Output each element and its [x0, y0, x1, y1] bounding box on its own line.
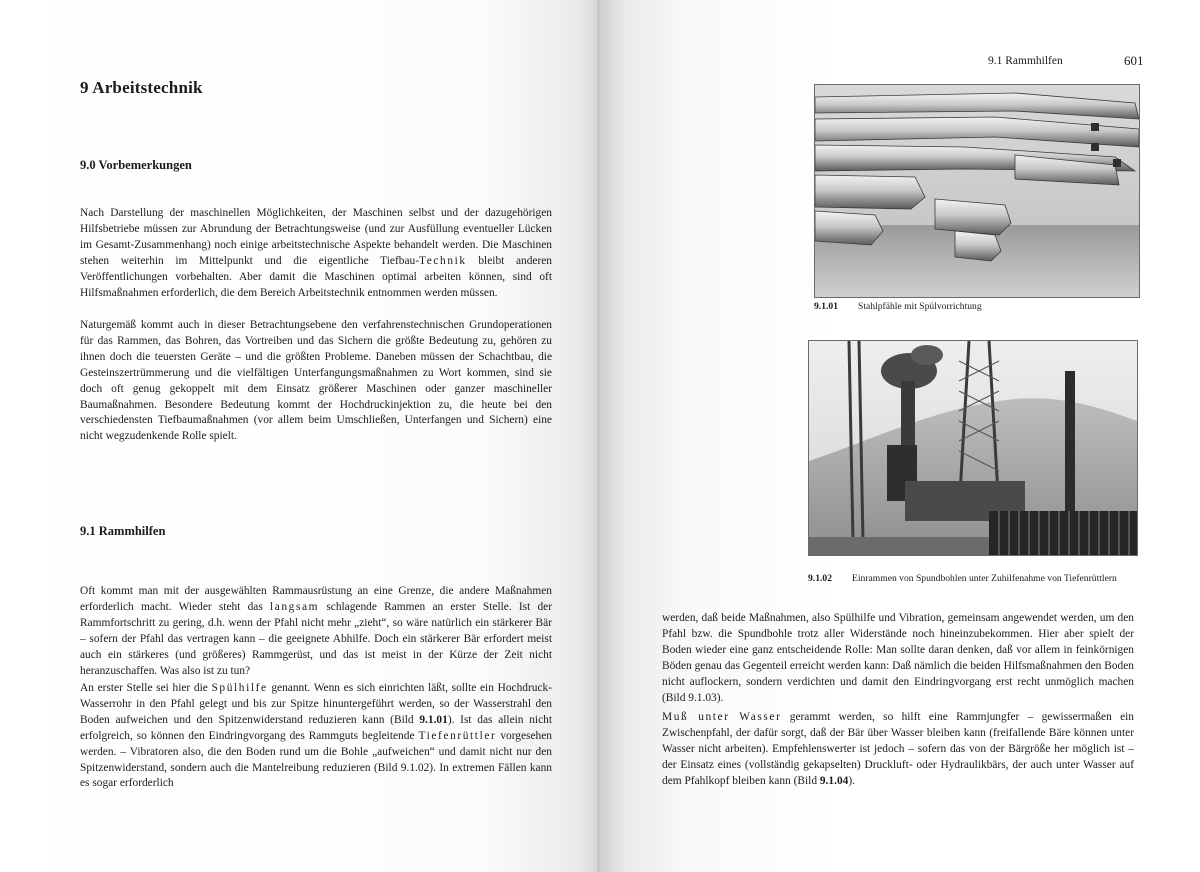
- figure-ref-9-1-01: 9.1.01: [419, 713, 448, 726]
- steel-piles-image: [815, 85, 1139, 297]
- paragraph-spuelhilfe: [80, 681, 552, 792]
- p6-text-c: ).: [848, 774, 855, 787]
- running-head: 9.1 Rammhilfen: [988, 55, 1063, 67]
- paragraph-unter-wasser: [662, 710, 1134, 790]
- paragraph-intro-text: Nach Darstellung der maschinellen Möglichkeiten, der Maschinen selbst und der dazugehörigen Hilfsbetriebe müssen zur Abrundung der Betrachtungsweise (und zur Ausfüllung eventueller Lücken im Gesamt-Zusammenhang) noch einige arbeitstechnische Aspekte behandelt werden. Die Maschinen stehen weiterhin im Mittelpunkt und die eigentliche: [80, 207, 552, 267]
- figure-caption-9-1-02: [808, 572, 1128, 585]
- sheet-pile-driving-image: [809, 341, 1137, 555]
- emphasis-technik: Technik: [418, 254, 467, 267]
- emphasis-unter-wasser: Muß unter Wasser: [662, 711, 782, 723]
- figure-number-9-1-02: 9.1.02: [808, 573, 832, 584]
- p4-text-f: vorgesehen werden. – Vibratoren also, die den Boden rund um die Bohle „aufweichen“ und damit nicht nur den Spitzenwiderstand, sondern auch die Mantelreibung reduzieren (Bild 9.1.02). In extremen Fällen kann es sogar erforderlich: [80, 729, 552, 790]
- chapter-title: 9 Arbeitstechnik: [80, 78, 203, 97]
- figure-ref-9-1-04: 9.1.04: [819, 774, 849, 787]
- photo-steel-piles: [814, 84, 1140, 298]
- p4-text-a: An erster Stelle sei hier die: [80, 682, 212, 694]
- emphasis-tiefenruettler: Tiefenrüttler: [418, 729, 497, 742]
- emphasis-spuelhilfe: Spülhilfe: [211, 682, 268, 694]
- page-number: 601: [1124, 53, 1144, 68]
- figure-caption-text-9-1-01: Stahlpfähle mit Spülvorrichtung: [858, 301, 982, 312]
- photo-sheet-pile-driving: [808, 340, 1138, 556]
- paragraph-intro: [80, 206, 552, 301]
- p6-text-b: gerammt werden, so hilft eine Rammjungfer – gewissermaßen ein Zwischenpfahl, der dafür sorgt, daß der Bär über Wasser bleiben kann (freifallende Bäre können unter Wasser nicht arbeiten). Empfehlenswerter ist jedoch – sofern das von der Bärgröße her möglich ist – der Einsatz eines (vollständig gekapselten) Druckluft- oder Hydraulikbärs, der auch unter Wasser auf dem Pfahlkopf bleiben kann (Bild: [662, 711, 1134, 787]
- right-page: [600, 0, 1200, 872]
- p3-text-a: Oft kommt man mit der ausgewählten Rammausrüstung an eine Grenze, die andere Maßnahmen erforderlich macht. Wieder steht das: [80, 585, 552, 613]
- figure-caption-text-9-1-02: Einrammen von Spundbohlen unter Zuhilfenahme von Tiefenrüttlern: [852, 573, 1117, 584]
- section-title-9-0: 9.0 Vorbemerkungen: [80, 158, 192, 172]
- p3-text-c: schlagende Rammen an erster Stelle. Ist der Rammfortschritt zu gering, d.h. wenn der Pfahl nicht mehr „zieht“, so wäre natürlich ein stärkerer Bär – sofern der Pfahl das vertragen kann – die geeignete Abhilfe. Doch ein stärkerer Bär erfordert meist auch ein stärkeres (und größeres) Rammgerüst, und das ist meist in der Kürze der Zeit nicht heranzuschaffen. Was also ist zu tun?: [80, 600, 552, 677]
- figure-number-9-1-01: 9.1.01: [814, 301, 838, 312]
- p4-text-c: genannt. Wenn es sich einrichten läßt, sollte ein Hochdruck-Wasserrohr in den Pfahl gelegt und bis zur Spitze hinuntergeführt werden, so der Wasserstrahl den Boden aufweichen und den Spitzenwiderstand reduzieren kann (Bild: [80, 682, 552, 726]
- paragraph-operations: Naturgemäß kommt auch in dieser Betrachtungsebene den verfahrenstechnischen Grundoperationen für das Rammen, das Bohren, das Vortreiben und das Sichern die größte Bedeutung zu, gehören zu ihnen doch die teuersten Geräte – und die größten Probleme. Daneben müssen der Schachtbau, die Gesteinszertrümmerung und die vielfältigen Unterfangungsmaßnahmen zu Wort kommen, sind sie doch oft genug gekoppelt mit dem Einsatz größerer Maschinen oder ganzer maschineller Baumaßnahmen. Besondere Bedeutung kommt der Hochdruckinjektion zu, die heute bei den verschiedensten Tiefbaumaßnahmen (vor allem beim Umschließen, Unterfangen und Sichern) eine nicht wegzudenkende Rolle spielt.: [80, 319, 552, 443]
- p4-text-d: ). Ist das allein nicht erfolgreich, so können den Eindringvorgang des Rammguts begleitende: [80, 713, 553, 742]
- section-title-9-1: 9.1 Rammhilfen: [80, 524, 166, 538]
- figure-caption-9-1-01: [814, 300, 982, 313]
- paragraph-rammausruestung: [80, 584, 552, 679]
- paragraph-intro-text-b: Tiefbau-: [380, 254, 419, 267]
- paragraph-intro-text-d: bleibt anderen Veröffentlichungen vorbehalten. Aber damit die Maschinen optimal arbeiten können, sind oft Hilfsmaßnahmen erforderlich, die dem Bereich Arbeitstechnik entnommen werden müssen.: [80, 254, 552, 299]
- emphasis-langsam: langsam: [269, 600, 320, 613]
- paragraph-continuation: werden, daß beide Maßnahmen, also Spülhilfe und Vibration, gemeinsam angewendet werden, um den Pfahl bzw. die Spundbohle trotz aller Widerstände noch hineinzubekommen. Hier aber spielt der Boden wieder eine ganz entscheidende Rolle: Man sollte daran denken, daß vor allem in feinkörnigen Böden genau das Gegenteil erreicht werden kann: Daß nämlich die beiden Hilfsmaßnahmen den Boden nicht auflockern, sondern verdichten und damit den Eindringvorgang erst recht unmöglich machen (Bild 9.1.03).: [662, 612, 1134, 704]
